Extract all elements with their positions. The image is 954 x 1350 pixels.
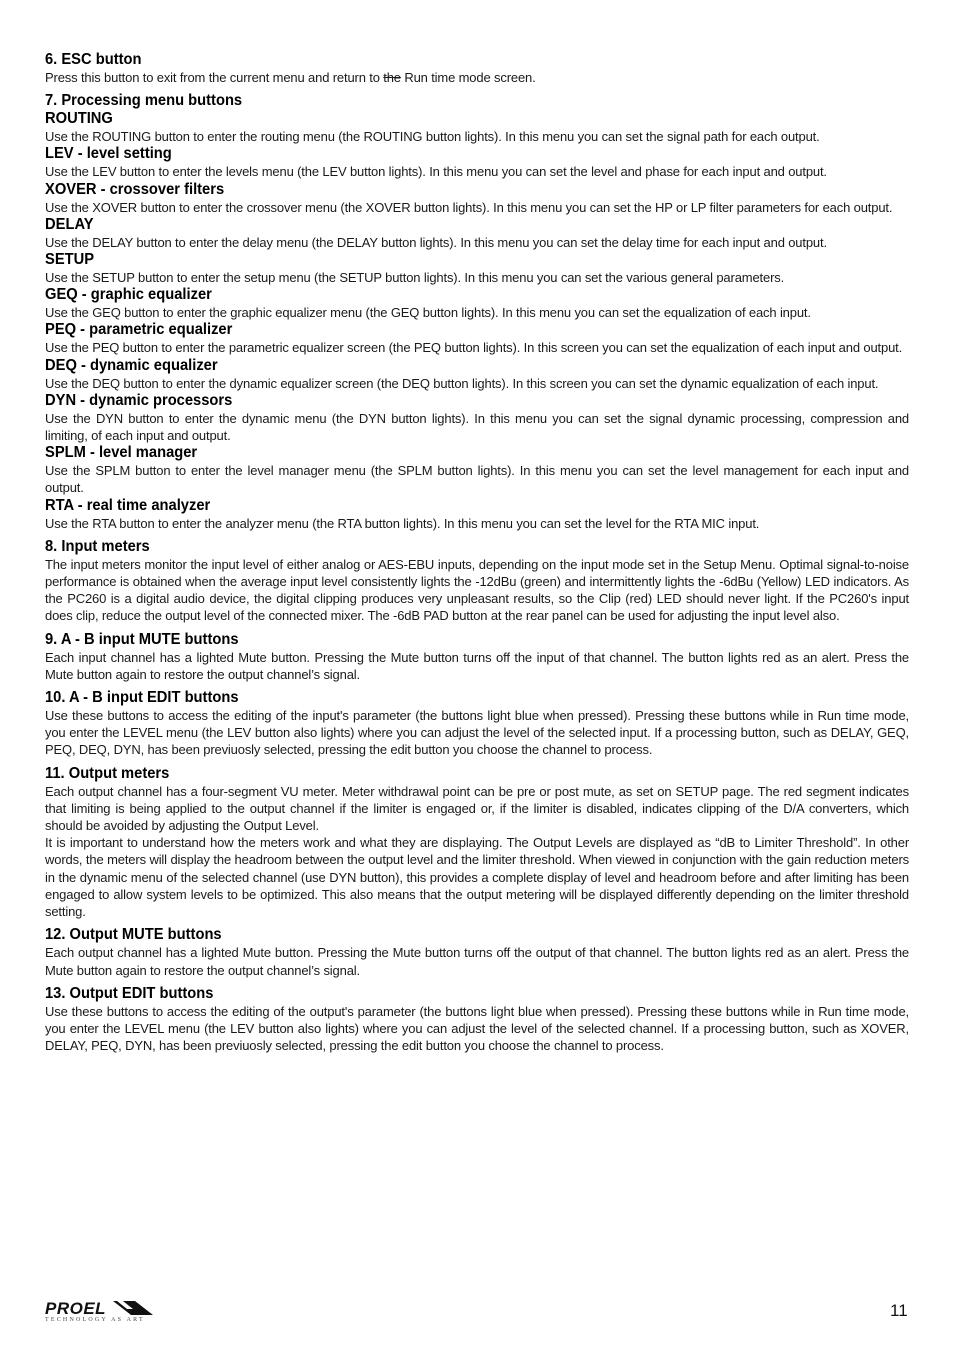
section-title: 8. Input meters [45, 537, 150, 555]
section-text: Each output channel has a four-segment VU meter. Meter withdrawal point can be pre or post mute, as set on SETUP page. The red segment indicates that limiting is being applied to the output channel if the limiter is engaged or, if the limiter is disabled, indicates clipping of the D/A converters, which should be avoided by adjusting the Output Level. [45, 783, 909, 834]
processing-button-deq [45, 357, 909, 392]
subsection-text: Use the DELAY button to enter the delay menu (the DELAY button lights). In this menu you can set the delay time for each input and output. [45, 234, 827, 250]
subsection-text: Use the PEQ button to enter the parametric equalizer screen (the PEQ button lights). In this screen you can set the equalization of each input and output. [45, 340, 903, 356]
section-title: 9. A - B input MUTE buttons [45, 630, 239, 648]
section-title: 6. ESC button [45, 51, 142, 68]
processing-button-lev [45, 145, 909, 180]
processing-button-geq [45, 286, 909, 321]
manual-page [45, 50, 909, 1054]
page-number: 11 [890, 1301, 908, 1320]
section-output-mute-buttons [45, 925, 909, 978]
subsection-text: Use the DEQ button to enter the dynamic equalizer screen (the DEQ button lights). In this screen you can set the dynamic equalization of each input. [45, 375, 879, 391]
section-text: Each output channel has a lighted Mute button. Pressing the Mute button turns off the output of that channel. The button lights red as an alert. Press the Mute button again to restore the output channel’s signal. [45, 945, 909, 978]
processing-button-delay [45, 216, 909, 251]
processing-button-peq [45, 321, 909, 356]
subsection-title: SETUP [45, 251, 95, 269]
subsection-text: Use the ROUTING button to enter the routing menu (the ROUTING button lights). In this menu you can set the signal path for each output. [45, 129, 820, 145]
subsection-title: SPLM - level manager [45, 444, 198, 462]
section-text: Each input channel has a lighted Mute button. Pressing the Mute button turns off the input of that channel. The button lights red as an alert. Press the Mute button again to restore the output channel’s signal. [45, 649, 909, 682]
processing-button-routing [45, 110, 909, 145]
subsection-title: GEQ - graphic equalizer [45, 286, 212, 304]
section-title: 10. A - B input EDIT buttons [45, 689, 239, 707]
section-input-edit-buttons [45, 688, 909, 759]
logo-wordmark: PROEL [45, 1299, 107, 1318]
section-text: The input meters monitor the input level of either analog or AES-EBU inputs, depending on the input mode set in the Setup Menu. Optimal signal-to-noise performance is obtained when the average input level consistently lights the -12dBu (green) and intermittently lights the -6dBu (Yellow) LED indicators. As the PC260 is a digital audio device, the digital clipping produces very unpleasant results, so the Clip (red) LED should never light. If the PC260's input does clip, reduce the output level of the connected mixer. The -6dB PAD button at the rear panel can be used for adjusting the input level also. [45, 556, 909, 624]
subsection-text: Use the GEQ button to enter the graphic equalizer menu (the GEQ button lights). In this menu you can set the equalization of each input. [45, 305, 811, 321]
processing-button-splm [45, 444, 909, 496]
subsection-title: DELAY [45, 215, 94, 233]
processing-button-xover [45, 181, 909, 216]
subsection-text: Use the DYN button to enter the dynamic menu (the DYN button lights). In this menu you can set the signal dynamic processing, compression and limiting, of each input and output. [45, 410, 909, 444]
section-processing-menu-buttons [45, 91, 909, 532]
section-output-edit-buttons [45, 984, 909, 1055]
section-text: Use these buttons to access the editing of the output's parameter (the buttons light blue when pressed). Pressing these buttons while in Run time mode, you enter the LEVEL menu (the LEV button also lights) where you can adjust the level of the selected channel. If a processing button, such as XOVER, DELAY, PEQ, DYN, has been previuosly selected, pressing the edit button you choose the channel to process. [45, 1003, 909, 1054]
subsection-title: DEQ - dynamic equalizer [45, 356, 218, 374]
text-part: Press this button to exit from the current menu and return to [45, 70, 384, 85]
section-title: 7. Processing menu buttons [45, 92, 243, 110]
section-text [45, 69, 909, 86]
subsection-title: XOVER - crossover filters [45, 180, 225, 198]
struck-text: the [383, 70, 401, 85]
subsection-title: DYN - dynamic processors [45, 391, 233, 409]
subsection-text: Use the LEV button to enter the levels menu (the LEV button lights). In this menu you can set the level and phase for each input and output. [45, 164, 827, 180]
section-esc-button [45, 50, 909, 86]
subsection-title: RTA - real time analyzer [45, 496, 211, 514]
section-title: 11. Output meters [45, 764, 170, 782]
processing-button-dyn [45, 392, 909, 444]
text-part: Run time mode screen. [400, 70, 536, 85]
section-output-meters [45, 764, 909, 921]
subsection-text: Use the XOVER button to enter the crossover menu (the XOVER button lights). In this menu you can set the HP or LP filter parameters for each output. [45, 199, 893, 215]
section-text: Use these buttons to access the editing of the input's parameter (the buttons light blue when pressed). Pressing these buttons while in Run time mode, you enter the LEVEL menu (the LEV button also lights) where you can adjust the level of the selected input. If a processing button, such as DELAY, GEQ, PEQ, DEQ, DYN, has been previuosly selected, pressing the edit button you choose the channel to process. [45, 708, 909, 758]
section-input-mute-buttons [45, 630, 909, 683]
processing-button-setup [45, 251, 909, 286]
logo-swoosh-icon [113, 1301, 153, 1315]
subsection-text: Use the SPLM button to enter the level manager menu (the SPLM button lights). In this menu you can set the level management for each input and output. [45, 463, 909, 496]
subsection-title: PEQ - parametric equalizer [45, 321, 233, 339]
subsection-text: Use the SETUP button to enter the setup menu (the SETUP button lights). In this menu you can set the various general parameters. [45, 270, 785, 286]
logo-tagline: TECHNOLOGY AS ART [45, 1317, 145, 1323]
subsection-title: LEV - level setting [45, 145, 172, 163]
section-text: It is important to understand how the meters work and what they are displaying. The Output Levels are displayed as “dB to Limiter Threshold”. In other words, the meters will display the headroom between the output level and the limiter threshold. When viewed in conjunction with the gain reduction meters in the dynamic menu of the selected channel (use DYN button), this provides a complete display of level and headroom before and after limiting has been engaged to allow system levels to be optimized. This also means that the output metering will be displayed differently depending on the limiter threshold setting. [45, 835, 909, 920]
processing-button-rta [45, 497, 909, 532]
section-input-meters [45, 537, 909, 625]
subsection-text: Use the RTA button to enter the analyzer menu (the RTA button lights). In this menu you can set the level for the RTA MIC input. [45, 515, 760, 531]
section-title: 13. Output EDIT buttons [45, 984, 214, 1002]
section-title: 12. Output MUTE buttons [45, 926, 222, 944]
proel-logo [45, 1299, 160, 1325]
subsection-title: ROUTING [45, 110, 113, 128]
